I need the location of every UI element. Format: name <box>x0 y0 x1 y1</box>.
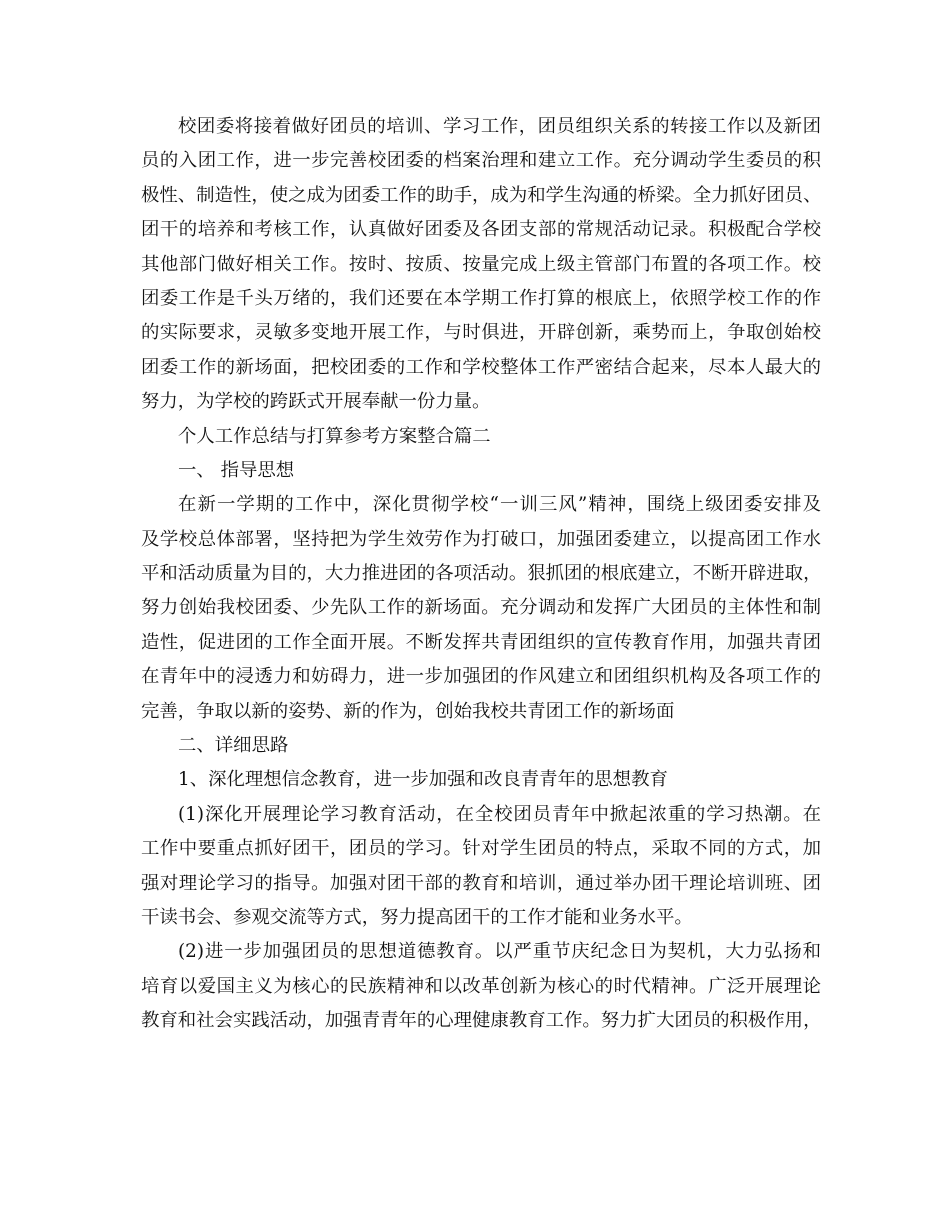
paragraph-line: 团干的培养和考核工作，认真做好团委及各团支部的常规活动记录。积极配合学校 <box>141 219 821 241</box>
numbered-heading: 1、深化理想信念教育，进一步加强和改良青青年的思想教育 <box>178 769 668 791</box>
subsection-heading: 一、 指导思想 <box>178 459 295 481</box>
paragraph-line: 及学校总体部署，坚持把为学生效劳作为打破口，加强团委建立，以提高团工作水 <box>141 528 821 550</box>
paragraph-line: 教育和社会实践活动，加强青青年的心理健康教育工作。努力扩大团员的积极作用， <box>141 1010 821 1032</box>
paragraph-line: 团委工作是千头万绪的，我们还要在本学期工作打算的根底上，依照学校工作的作 <box>141 287 821 309</box>
paragraph-line: 完善，争取以新的姿势、新的作为，创始我校共青团工作的新场面 <box>141 700 675 722</box>
paragraph-line: 在新一学期的工作中，深化贯彻学校“一训三风”精神，围绕上级团委安排及 <box>178 494 821 516</box>
paragraph-line: (2)进一步加强团员的思想道德教育。以严重节庆纪念日为契机，大力弘扬和 <box>178 941 821 963</box>
paragraph-line: 干读书会、参观交流等方式，努力提高团干的工作才能和业务水平。 <box>141 906 693 928</box>
subsection-heading: 二、详细思路 <box>178 735 289 757</box>
paragraph-line: 员的入团工作，进一步完善校团委的档案治理和建立工作。充分调动学生委员的积 <box>141 150 821 172</box>
paragraph-line: 的实际要求，灵敏多变地开展工作，与时俱进，开辟创新，乘势而上，争取创始校 <box>141 322 821 344</box>
paragraph-line: 其他部门做好相关工作。按时、按质、按量完成上级主管部门布置的各项工作。校 <box>141 253 821 275</box>
paragraph-line: 努力，为学校的跨跃式开展奉献一份力量。 <box>141 391 491 413</box>
paragraph-line: 平和活动质量为目的，大力推进团的各项活动。狠抓团的根底建立，不断开辟进取， <box>141 563 821 585</box>
section-heading: 个人工作总结与打算参考方案整合篇二 <box>178 425 491 447</box>
paragraph-line: 工作中要重点抓好团干，团员的学习。针对学生团员的特点，采取不同的方式，加 <box>141 838 821 860</box>
document-body <box>141 110 821 1039</box>
paragraph-line: 校团委将接着做好团员的培训、学习工作，团员组织关系的转接工作以及新团 <box>178 116 821 137</box>
paragraph-line: 团委工作的新场面，把校团委的工作和学校整体工作严密结合起来，尽本人最大的 <box>141 356 821 378</box>
paragraph-line: 造性，促进团的工作全面开展。不断发挥共青团组织的宣传教育作用，加强共青团 <box>141 631 821 653</box>
paragraph-line: 极性、制造性，使之成为团委工作的助手，成为和学生沟通的桥梁。全力抓好团员、 <box>141 184 821 206</box>
paragraph-line: 努力创始我校团委、少先队工作的新场面。充分调动和发挥广大团员的主体性和制 <box>141 597 821 619</box>
paragraph-line: (1)深化开展理论学习教育活动，在全校团员青年中掀起浓重的学习热潮。在 <box>178 803 821 825</box>
paragraph-line: 强对理论学习的指导。加强对团干部的教育和培训，通过举办团干理论培训班、团 <box>141 872 821 894</box>
paragraph-line: 在青年中的浸透力和妨碍力，进一步加强团的作风建立和团组织机构及各项工作的 <box>141 666 821 688</box>
paragraph-line: 培育以爱国主义为核心的民族精神和以改革创新为核心的时代精神。广泛开展理论 <box>141 975 821 997</box>
